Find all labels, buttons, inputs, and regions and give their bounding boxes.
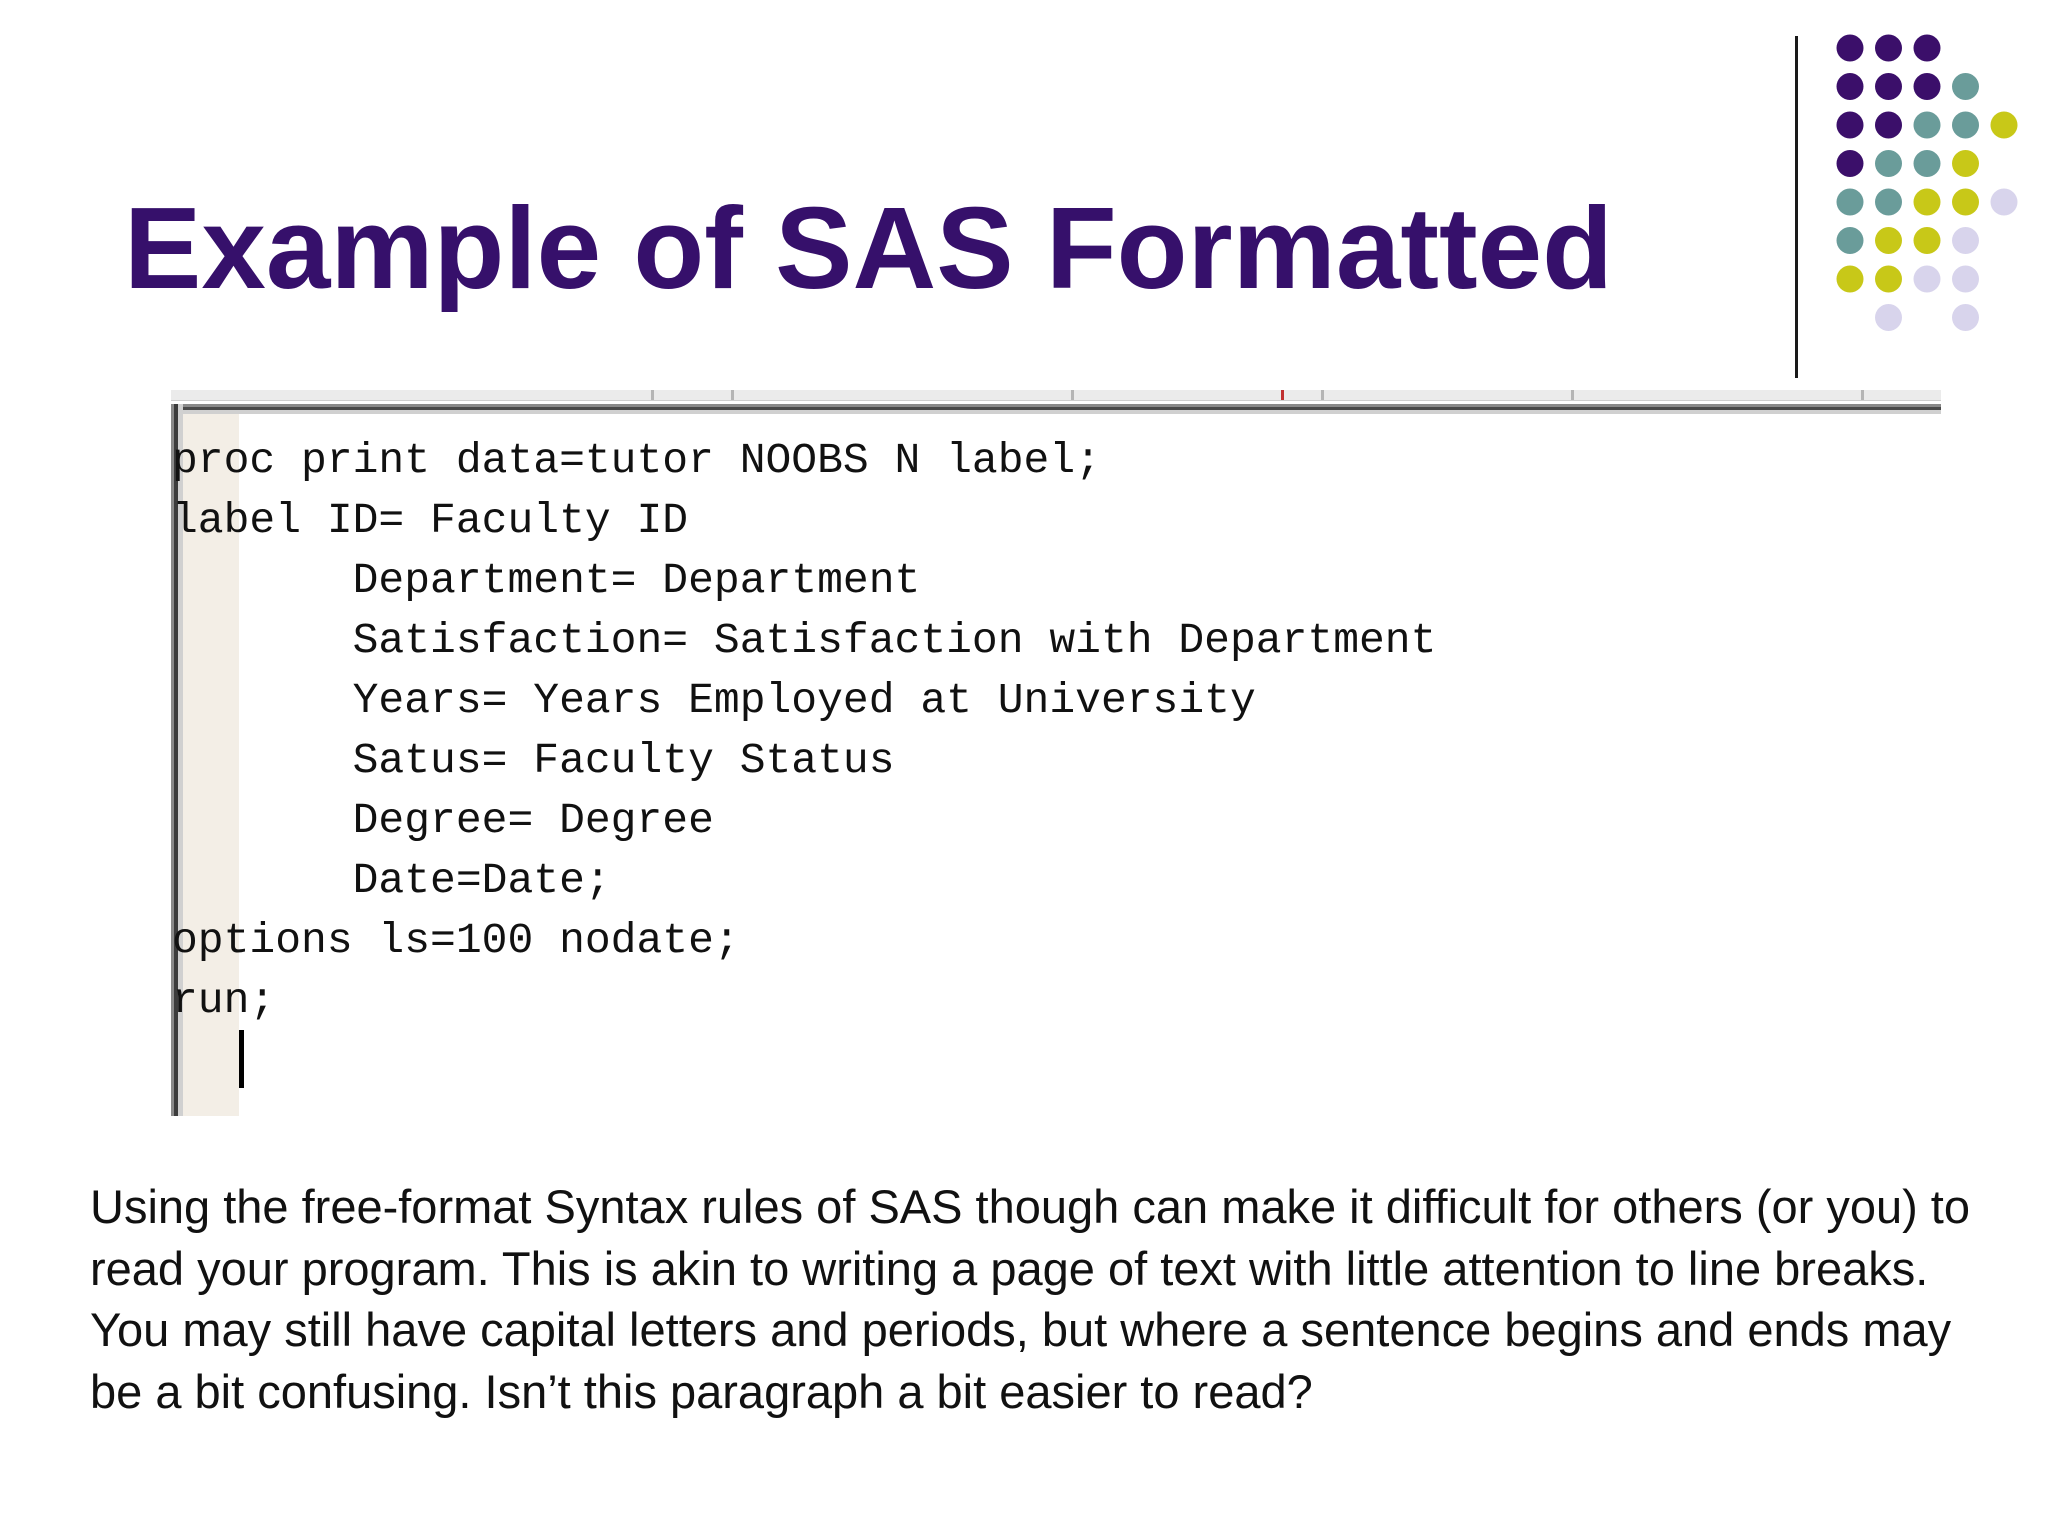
slide-title: Example of SAS Formatted xyxy=(124,183,1613,313)
decorative-dot xyxy=(1875,227,1902,254)
decorative-dot xyxy=(1875,150,1902,177)
code-line: Degree= Degree xyxy=(172,796,714,845)
decorative-dot xyxy=(1952,112,1979,139)
decorative-dot xyxy=(1837,112,1864,139)
decorative-dot xyxy=(1952,304,1979,331)
code-line: Satus= Faculty Status xyxy=(172,736,895,785)
decorative-dot xyxy=(1875,112,1902,139)
decorative-dot xyxy=(1914,227,1941,254)
decorative-dot xyxy=(1837,150,1864,177)
decorative-dot xyxy=(1991,112,2018,139)
decorative-dot xyxy=(1991,189,2018,216)
decorative-dot xyxy=(1875,189,1902,216)
decorative-dot-grid xyxy=(1820,24,2048,344)
decorative-dot xyxy=(1914,35,1941,62)
decorative-dot xyxy=(1914,150,1941,177)
decorative-dot xyxy=(1952,227,1979,254)
decorative-dot xyxy=(1837,227,1864,254)
decorative-dot xyxy=(1875,73,1902,100)
code-line: options ls=100 nodate; xyxy=(172,916,740,965)
decorative-dot xyxy=(1952,266,1979,293)
decorative-dot xyxy=(1837,266,1864,293)
decorative-dot xyxy=(1914,189,1941,216)
decorative-dot xyxy=(1837,35,1864,62)
editor-window-top-border xyxy=(171,404,1941,414)
body-paragraph: Using the free-format Syntax rules of SAS though can make it difficult for others (or you) to read your program. This is akin to writing a page of text with little attention to line breaks. You may still have capital letters and periods, but where a sentence begins and ends may be a bit confusing. Isn’t this paragraph a bit easier to read? xyxy=(90,1180,1970,1418)
decorative-dot xyxy=(1875,304,1902,331)
editor-toolbar-strip xyxy=(171,390,1941,401)
code-line: proc print data=tutor NOOBS N label; xyxy=(172,436,1101,485)
code-line: run; xyxy=(172,976,276,1025)
text-cursor xyxy=(239,1030,244,1088)
decorative-dot xyxy=(1875,266,1902,293)
decorative-dot xyxy=(1914,266,1941,293)
decorative-dot xyxy=(1952,189,1979,216)
decorative-dot xyxy=(1875,35,1902,62)
decorative-dot xyxy=(1952,73,1979,100)
code-line: Department= Department xyxy=(172,556,921,605)
code-line: label ID= Faculty ID xyxy=(172,496,689,545)
code-line: Years= Years Employed at University xyxy=(172,676,1256,725)
decorative-dot xyxy=(1837,189,1864,216)
vertical-divider xyxy=(1795,36,1798,378)
code-line: Satisfaction= Satisfaction with Department xyxy=(172,616,1437,665)
decorative-dot xyxy=(1952,150,1979,177)
decorative-dot xyxy=(1914,73,1941,100)
decorative-dot xyxy=(1837,73,1864,100)
decorative-dot xyxy=(1914,112,1941,139)
code-line: Date=Date; xyxy=(172,856,611,905)
